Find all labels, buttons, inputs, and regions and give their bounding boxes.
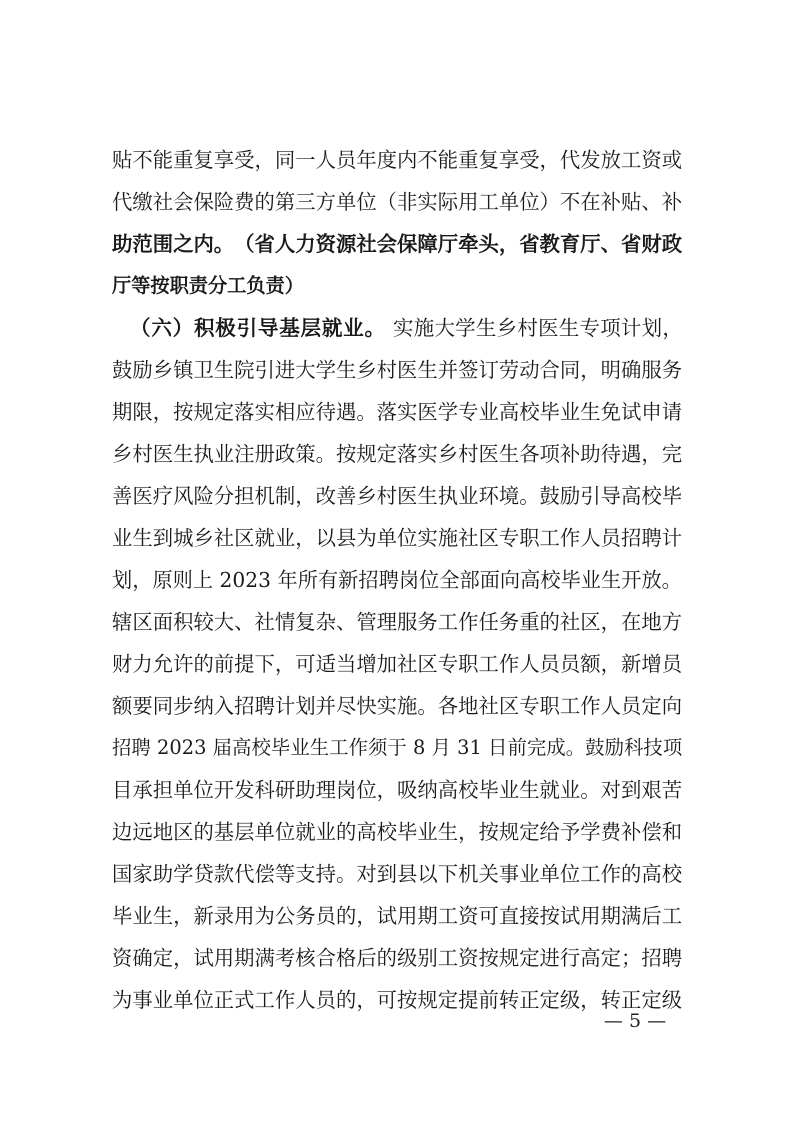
text-line — [0, 855, 793, 893]
text-line-content: 划 ， 原 则 上 2 0 2 3 年 所 有 新 招 聘 岗 位 全 部 面 向 高 校 毕 业 生 开 放 。 — [112, 568, 682, 592]
text-line-content: 鼓 励 乡 镇 卫 生 院 引 进 大 学 生 乡 村 医 生 并 签 订 劳 动 合 同 ， 明 确 服 务 — [112, 358, 683, 382]
section-heading-line — [0, 309, 793, 347]
text-line — [0, 645, 793, 683]
text-line-content: 业 生 到 城 乡 社 区 就 业 ， 以 县 为 单 位 实 施 社 区 专 职 工 作 人 员 招 聘 计 — [112, 526, 683, 550]
text-line — [0, 183, 793, 221]
text-line-content: 乡 村 医 生 执 业 注 册 政 策 。 按 规 定 落 实 乡 村 医 生 各 项 补 助 待 遇 ， 完 — [112, 442, 683, 466]
text-line-content: 招 聘 2 0 2 3 届 高 校 毕 业 生 工 作 须 于 8 月 3 1 日 前 完 成 。 鼓 励 科 技 项 — [112, 736, 683, 759]
text-line — [0, 141, 793, 179]
text-line — [0, 939, 793, 977]
text-line — [0, 729, 793, 767]
text-line — [0, 561, 793, 599]
text-line-content: 实 施 大 学 生 乡 村 医 生 专 项 计 划 ， — [393, 316, 683, 340]
text-line — [0, 267, 793, 305]
text-line-content: 代 缴 社 会 保 险 费 的 第 三 方 单 位 （ 非 实 际 用 工 单 位 ） 不 在 补 贴 、 补 — [112, 190, 683, 214]
text-line — [0, 813, 793, 851]
text-line-content: 财 力 允 许 的 前 提 下 ， 可 适 当 增 加 社 区 专 职 工 作 人 员 员 额 ， 新 增 员 — [112, 652, 683, 676]
text-line — [0, 351, 793, 389]
section-heading: （ 六 ） 积 极 引 导 基 层 就 业 。 — [130, 316, 385, 340]
text-line — [0, 225, 793, 263]
text-line-content: 资 确 定 ， 试 用 期 满 考 核 合 格 后 的 级 别 工 资 按 规 定 进 行 高 定 ； 招 聘 — [112, 946, 683, 970]
text-line-content: 期 限 ， 按 规 定 落 实 相 应 待 遇 。 落 实 医 学 专 业 高 校 毕 业 生 免 试 申 请 — [112, 400, 683, 424]
text-line-content: 边 远 地 区 的 基 层 单 位 就 业 的 高 校 毕 业 生 ， 按 规 定 给 予 学 费 补 偿 和 — [112, 820, 683, 844]
text-line-content: 额 要 同 步 纳 入 招 聘 计 划 并 尽 快 实 施 。 各 地 社 区 专 职 工 作 人 员 定 向 — [112, 694, 683, 718]
text-line — [0, 603, 793, 641]
text-line-content: 助 范 围 之 内 。 （ 省 人 力 资 源 社 会 保 障 厅 牵 头 ， 省 教 育 厅 、 省 财 政 — [112, 232, 683, 256]
text-line-content: 毕 业 生 ， 新 录 用 为 公 务 员 的 ， 试 用 期 工 资 可 直 接 按 试 用 期 满 后 工 — [112, 904, 683, 928]
text-line-content: 目 承 担 单 位 开 发 科 研 助 理 岗 位 ， 吸 纳 高 校 毕 业 生 就 业 。 对 到 艰 苦 — [112, 778, 683, 802]
text-line — [0, 519, 793, 557]
text-line — [0, 687, 793, 725]
text-line — [0, 771, 793, 809]
text-line-content: 厅 等 按 职 责 分 工 负 责 ） — [112, 274, 304, 297]
text-line-content: 辖 区 面 积 较 大 、 社 情 复 杂 、 管 理 服 务 工 作 任 务 重 的 社 区 ， 在 地 方 — [112, 610, 683, 634]
text-line-content: 贴 不 能 重 复 享 受 ， 同 一 人 员 年 度 内 不 能 重 复 享 受 ， 代 发 放 工 资 或 — [112, 148, 683, 172]
text-line — [0, 393, 793, 431]
text-line-content: 国 家 助 学 贷 款 代 偿 等 支 持 。 对 到 县 以 下 机 关 事 业 单 位 工 作 的 高 校 — [112, 862, 683, 886]
text-line — [0, 897, 793, 935]
page-number: — 5 — — [603, 1010, 667, 1032]
text-line — [0, 435, 793, 473]
text-line-content: 善 医 疗 风 险 分 担 机 制 ， 改 善 乡 村 医 生 执 业 环 境 。 鼓 励 引 导 高 校 毕 — [112, 484, 683, 508]
text-line — [0, 477, 793, 515]
text-line-content: 为 事 业 单 位 正 式 工 作 人 员 的 ， 可 按 规 定 提 前 转 正 定 级 ， 转 正 定 级 — [112, 988, 683, 1012]
